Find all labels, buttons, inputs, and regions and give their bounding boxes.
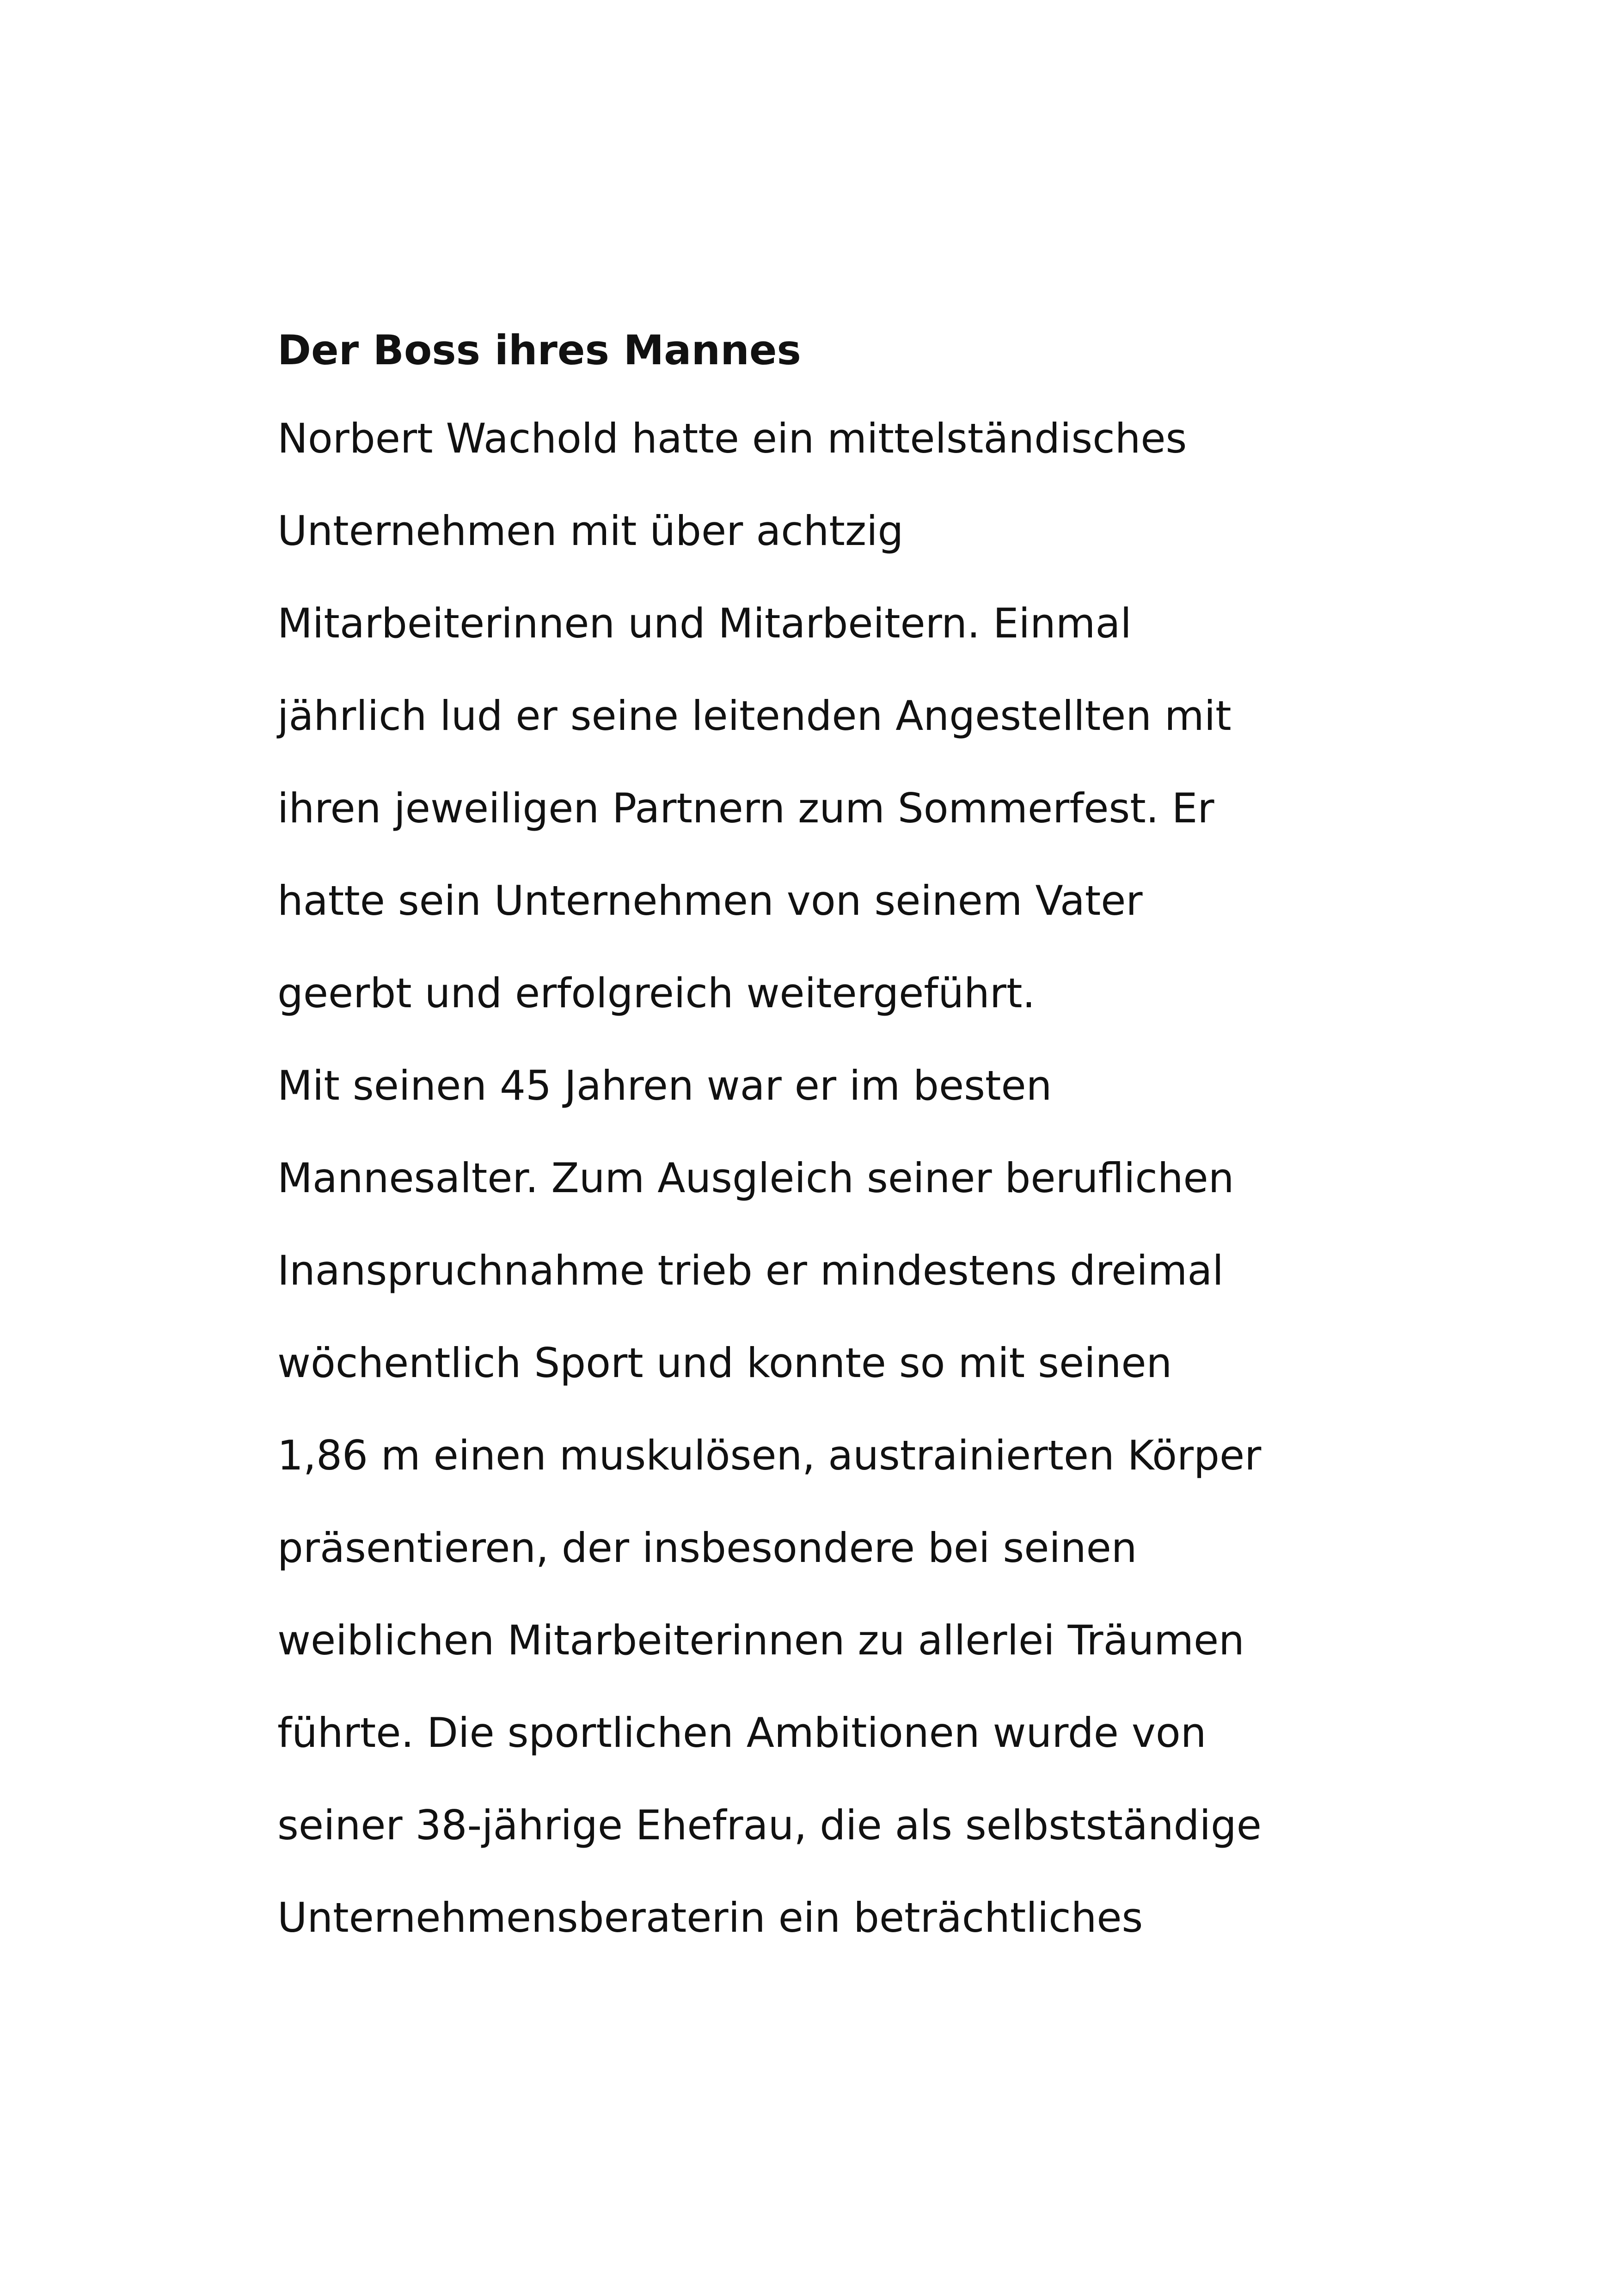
text-line: Mitarbeiterinnen und Mitarbeitern. Einmal: [277, 600, 1132, 647]
text-line: seiner 38-jährige Ehefrau, die als selbstständige: [277, 1801, 1262, 1849]
text-line: Norbert Wachold hatte ein mittelständisches: [277, 415, 1187, 462]
text-line: Unternehmen mit über achtzig: [277, 507, 904, 555]
text-line: geerbt und erfolgreich weitergeführt.: [277, 969, 1036, 1017]
text-line: präsentieren, der insbesondere bei seinen: [277, 1524, 1137, 1572]
text-line: Mit seinen 45 Jahren war er im besten: [277, 1062, 1052, 1109]
text-line: Unternehmensberaterin ein beträchtliches: [277, 1894, 1143, 1941]
text-line: wöchentlich Sport und konnte so mit seinen: [277, 1339, 1172, 1387]
text-line: 1,86 m einen muskulösen, austrainierten Körper: [277, 1432, 1262, 1479]
document-title: Der Boss ihres Mannes: [277, 326, 801, 374]
document-body: [277, 413, 1262, 1985]
text-line: ihren jeweiligen Partnern zum Sommerfest. Er: [277, 784, 1214, 832]
text-line: hatte sein Unternehmen von seinem Vater: [277, 877, 1143, 925]
text-line: weiblichen Mitarbeiterinnen zu allerlei Träumen: [277, 1616, 1244, 1664]
text-line: Inanspruchnahme trieb er mindestens dreimal: [277, 1247, 1224, 1294]
text-line: führte. Die sportlichen Ambitionen wurde von: [277, 1709, 1207, 1757]
text-line: Mannesalter. Zum Ausgleich seiner beruflichen: [277, 1154, 1234, 1202]
text-line: jährlich lud er seine leitenden Angestellten mit: [277, 692, 1232, 740]
